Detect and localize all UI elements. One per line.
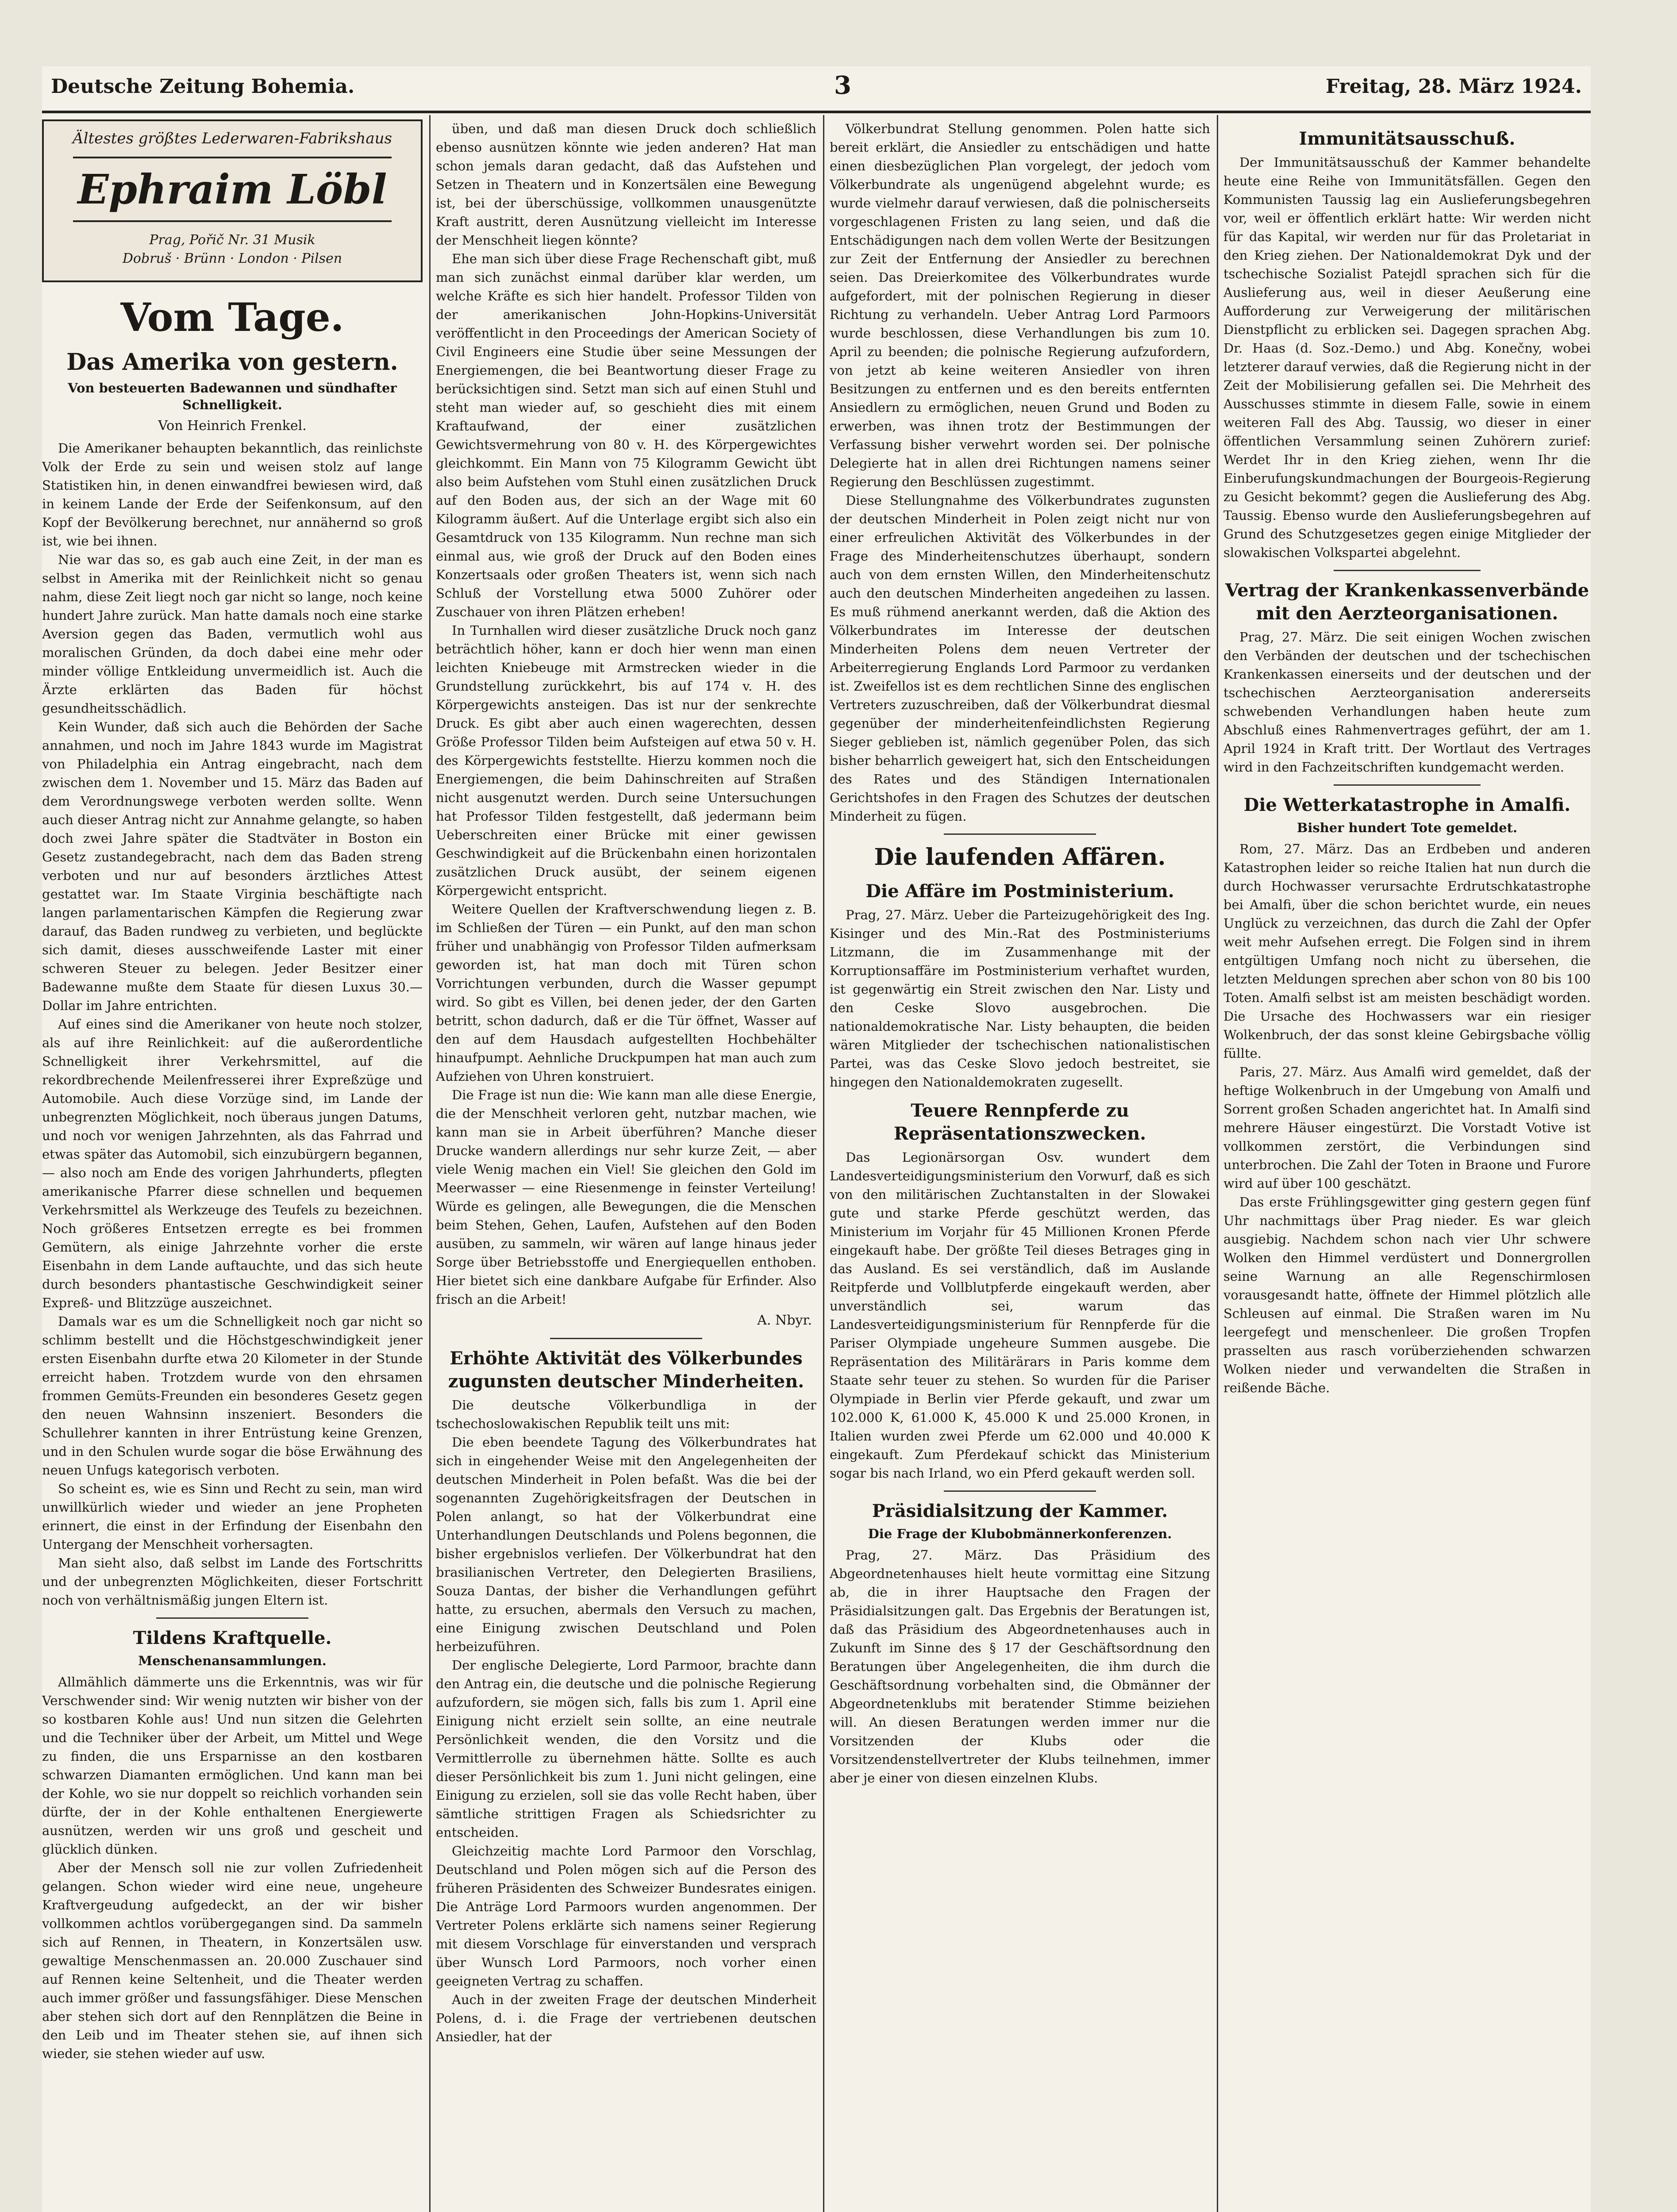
- separator: [1334, 570, 1481, 571]
- paragraph: Die deutsche Völkerbundliga in der tschechoslowakischen Republik teilt uns mit:: [436, 1398, 816, 1431]
- article-title: Vertrag der Krankenkassenverbände mit den Aerzteorganisationen.: [1225, 580, 1589, 624]
- paragraph: Diese Stellungnahme des Völkerbundrates zugunsten der deutschen Minderheit in Polen zeigt nicht nur von einer erfreulichen Aktivität des Völkerbundes in der Frage des Minderheitenschutzes überhaupt, sondern auch von dem ernsten Willen, den Minderheitenschutz auch den deutschen Minderheiten angedeihen zu lassen. Es muß rühmend anerkannt werden, daß die Aktion des Völkerbundrates im Interesse der deutschen Minderheiten Polens dem neuen Vertreter der Arbeiterregierung Englands Lord Parmoor zu verdanken ist. Zweifellos ist es dem rechtlichen Sinne des englischen Vertreters zuzuschreiben, daß der Völkerbundrat diesmal gegenüber der minderheitenfeindlichsten Regierung Sieger geblieben ist, nämlich gegenüber Polen, das sich bisher beharrlich geweigert hat, sich den Entscheidungen des Rates und des Ständigen Internationalen Gerichtshofes in den Fragen des Schutzes der deutschen Minderheit zu fügen.: [830, 493, 1210, 824]
- article-title: Erhöhte Aktivität des Völkerbundes zugunsten deutscher Minderheiten.: [448, 1348, 804, 1392]
- author-signature: A. Nbyr.: [757, 1313, 812, 1328]
- ad-locations: Dobruš · Brünn · London · Pilsen: [122, 251, 342, 266]
- newspaper-page: [42, 66, 1591, 2212]
- paragraph: In Turnhallen wird dieser zusätzliche Druck noch ganz beträchtlich höher, kann er doch hier wenn man einen leichten Kniebeuge mit Armstrecken wieder in die Grundstellung zurückkehrt, bis auf 174 v. H. des Körpergewichts ansteigen. Das ist nur der senkrechte Druck. Es gibt aber auch einen wagerechten, dessen Größe Professor Tilden beim Aufsteigen auf etwa 50 v. H. des Körpergewichts feststellte. Hierzu kommen noch die Energiemengen, die beim Dahinschreiten auf Straßen nicht ausgenutzt werden. Durch seine Untersuchungen hat Professor Tilden festgestellt, daß jedermann beim Ueberschreiten einer Brücke mit einer gewissen Geschwindigkeit auf die Brückenbahn einen horizontalen zusätzlichen Druck ausübt, der seinem eigenen Körpergewicht entspricht.: [436, 623, 816, 898]
- article-title: Das Amerika von gestern.: [66, 349, 398, 376]
- column-rule: [429, 115, 431, 2212]
- paper-name: Deutsche Zeitung Bohemia.: [51, 75, 355, 98]
- column-2: [436, 119, 816, 2212]
- article-title: Tildens Kraftquelle.: [133, 1628, 332, 1648]
- paragraph: Die eben beendete Tagung des Völkerbundrates hat sich in eingehender Weise mit den Angelegenheiten der deutschen Minderheit in Polen befaßt. Was die bei der sogenannten Zugehörigkeitsfragen der Deutschen in Polen anlangt, so hat der Völkerbundrat eine Unterhandlungen Deutschlands und Polens begonnen, die bisher ergebnislos verliefen. Der Völkerbundrat hat den brasilianischen Vertreter, den Delegierten Brasiliens, Souza Dantas, der bisher die Verhandlungen geführt hatte, zu ersuchen, abermals den Versuch zu machen, eine Einigung zwischen Deutschland und Polen herbeizuführen.: [436, 1435, 816, 1654]
- article-subtitle: Von besteuerten Badewannen und sündhafter Schnelligkeit.: [68, 380, 397, 412]
- paragraph: Paris, 27. März. Aus Amalfi wird gemeldet, daß der heftige Wolkenbruch in der Umgebung von Amalfi und Sorrent großen Schaden angerichtet hat. In Amalfi sind mehrere Häuser eingestürzt. Die Vorstadt Votive ist vollkommen zerstört, die Verbindungen sind unterbrochen. Die Zahl der Toten in Braone und Furore wird auf über 100 geschätzt.: [1223, 1064, 1591, 1191]
- paragraph: Damals war es um die Schnelligkeit noch gar nicht so schlimm bestellt und die Höchstgeschwindigkeit jener ersten Eisenbahn durfte etwa 20 Kilometer in der Stunde erreicht haben. Trotzdem wurde von den ehrsamen frommen Gemüts-Freunden ein besonderes Gesetz gegen den neuen Wahnsinn inszeniert. Besonders die Schullehrer kannten in ihrer Entrüstung keine Grenzen, und in den Schulen wurde sogar die böse Erwähnung des neuen Unfugs kategorisch verboten.: [42, 1314, 423, 1478]
- paragraph: Der englische Delegierte, Lord Parmoor, brachte dann den Antrag ein, die deutsche und die polnische Regierung aufzufordern, sie mögen sich, falls bis zum 1. April eine Einigung nicht erzielt sein sollte, an eine neutrale Persönlichkeit wenden, die den Vorsitz und die Vermittlerrolle zu übernehmen hätte. Sollte es auch dieser Persönlichkeit bis zum 1. Juni nicht gelingen, eine Einigung zu erzielen, soll sie das volle Recht haben, über sämtliche strittigen Fragen als Schiedsrichter zu entscheiden.: [436, 1658, 816, 1840]
- paragraph: Prag, 27. März. Die seit einigen Wochen zwischen den Verbänden der deutschen und der tschechischen Krankenkassen einerseits und der deutschen und der tschechischen Aerzteorganisation andererseits schwebenden Verhandlungen haben heute zum Abschluß eines Rahmenvertrages geführt, der am 1. April 1924 in Kraft tritt. Der Wortlaut des Vertrages wird in den Fachzeitschriften kundgemacht werden.: [1223, 630, 1591, 775]
- ad-address: Prag, Pořič Nr. 31 Musik: [149, 232, 315, 248]
- paragraph: So scheint es, wie es Sinn und Recht zu sein, man wird unwillkürlich wieder und wieder an jene Propheten erinnert, die einst in der Erfindung der Eisenbahn den Untergang der Menschheit vorhersagten.: [42, 1481, 423, 1552]
- paragraph: Ehe man sich über diese Frage Rechenschaft gibt, muß man sich zunächst einmal darüber klar werden, um welche Kräfte es sich hier handelt. Professor Tilden von der amerikanischen John-Hopkins-Universität veröffentlicht in den Proceedings der American Society of Civil Engineers eine Studie über seine Messungen der Energiemengen, die bei Beantwortung dieser Frage zu berücksichtigen sind. Setzt man sich auf einen Stuhl und steht man wieder auf, so geschieht dies mit einem Kraftaufwand, der einer zusätzlichen Gewichtsvermehrung von 80 v. H. des Körpergewichtes gleichkommt. Ein Mann von 75 Kilogramm Gewicht übt also beim Aufstehen vom Stuhl einen zusätzlichen Druck auf den Boden aus, der sich an der Wage mit 60 Kilogramm äußert. Auf die Unterlage ergibt sich also ein Gesamtdruck von 135 Kilogramm. Nun rechne man sich einmal aus, wie groß der Druck auf den Boden eines Konzertsaals oder großen Theaters ist, wenn sich nach Schluß der Vorstellung etwa 5000 Zuhörer oder Zuschauer von ihren Plätzen erheben!: [436, 251, 816, 619]
- article-title: Die Wetterkatastrophe in Amalfi.: [1243, 795, 1571, 815]
- paragraph: Das Legionärsorgan Osv. wundert dem Landesverteidigungsministerium den Vorwurf, daß es sich von den militärischen Zuchtanstalten in der Slowakei gute und starke Pferde geschützt werden, das Ministerium im Vorjahr für 45 Millionen Kronen Pferde eingekauft habe. Der größte Teil dieses Betrages ging in das Ausland. Es sei verständlich, daß im Auslande Reitpferde und Vollblutpferde eingekauft werden, aber unverständlich sei, warum das Landesverteidigungsministerium für Rennpferde für die Pariser Olympiade ungeheure Summen ausgebe. Die Repräsentation des Militärärars in Paris komme dem Staate sehr teuer zu stehen. So wurden für die Pariser Olympiade in Berlin vier Pferde gekauft, und zwar um 102.000 K, 61.000 K, 45.000 K und 25.000 Kronen, in Italien wurden zwei Pferde um 62.000 und 40.000 K eingekauft. Zum Pferdekauf schickt das Ministerium sogar bis nach Irland, wo ein Pferd gekauft werden soll.: [830, 1150, 1210, 1481]
- paragraph: Kein Wunder, daß sich auch die Behörden der Sache annahmen, und noch im Jahre 1843 wurde im Magistrat von Philadelphia ein Antrag eingebracht, nach dem zwischen dem 1. November und 15. März das Baden auf dem Verordnungswege verboten werden sollte. Wenn auch dieser Antrag nicht zur Annahme gelangte, so haben doch zwei Jahre später die Stadtväter in Boston ein Gesetz zustandegebracht, nach dem das Baden streng verboten und nur auf besonders ärztliches Attest gestattet war. Im Staate Virginia beschäftigte nach langen parlamentarischen Kämpfen die Regierung zwar darauf, das Baden rundweg zu verbieten, und beglückte sich damit, dieses ausschweifende Laster mit einer schweren Steuer zu belegen. Jeder Besitzer einer Badewanne mußte dem Staate für diesen Luxus 30.— Dollar im Jahre entrichten.: [42, 719, 423, 1013]
- paragraph: Allmählich dämmerte uns die Erkenntnis, was wir für Verschwender sind: Wir wenig nutzten wir bisher von der so kostbaren Kohle aus! Und nun sitzen die Gelehrten und die Techniker über der Arbeit, um Mittel und Wege zu finden, die uns Ersparnisse an den kostbaren schwarzen Diamanten ermöglichen. Und kann man bei der Kohle, wo sie nur doppelt so reichlich vorhanden sein dürfte, der in der Kohle enthaltenen Energiewerte ausnützen, werden wir uns groß und gescheit und glücklich dünken.: [42, 1674, 423, 1857]
- separator: [944, 833, 1096, 835]
- ad-tagline: Ältestes größtes Lederwaren-Fabrikshaus: [73, 130, 392, 147]
- paragraph: üben, und daß man diesen Druck doch schließlich ebenso ausnützen könnte wie jeden anderen? Hat man schon jemals daran gedacht, daß das Aufstehen und Setzen in Theatern und in Konzertsälen eine Bewegung ist, bei der überschüssige, vollkommen unausgenützte Kraft austritt, deren Ausnützung vielleicht im Interesse der Menschheit liegen könnte?: [436, 121, 816, 248]
- column-1: [42, 119, 423, 2212]
- ad-logo: Ephraim Löbl: [73, 157, 392, 222]
- paragraph: Völkerbundrat Stellung genommen. Polen hatte sich bereit erklärt, die Ansiedler zu entschädigen und hatte einen diesbezüglichen Plan vorgelegt, der jedoch vom Völkerbundrate als ungenügend abgelehnt wurde; es wurde vielmehr darauf verwiesen, daß die polnischerseits vorgeschlagenen Fristen zu lang seien, und daß die Entschädigungen nach dem vollen Werte der Besitzungen zur Zeit der Entfernung der Ansiedler zu berechnen seien. Das Dreierkomitee des Völkerbundrates wurde aufgefordert, mit der polnischen Regierung in dieser Richtung zu verhandeln. Ueber Antrag Lord Parmoors wurde beschlossen, diese Verhandlungen bis zum 10. April zu beenden; die polnische Regierung aufzufordern, von jetzt ab keine weiteren Ansiedler von ihren Besitzungen zu entfernen und es den bereits entfernten Ansiedlern zu ermöglichen, neuen Grund und Boden zu erwerben, was ihnen trotz der Bestimmungen der Verfassung bisher verwehrt worden sei. Der polnische Delegierte hat in allen drei Richtungen namens seiner Regierung den Beschlüssen zugestimmt.: [830, 121, 1210, 489]
- article-byline: Von Heinrich Frenkel.: [158, 418, 307, 434]
- paragraph: Man sieht also, daß selbst im Lande des Fortschritts und der unbegrenzten Möglichkeiten, dieser Fortschritt noch von verhältnismäßig jungen Eltern ist.: [42, 1555, 423, 1608]
- advertisement: [42, 119, 423, 282]
- paragraph: Prag, 27. März. Ueber die Parteizugehörigkeit des Ing. Kisinger und des Min.-Rat des Postministeriums Litzmann, die im Zusammenhange mit der Korruptionsaffäre im Postministerium verhaftet wurden, ist gegenwärtig ein Streit zwischen den Nar. Listy und den Ceske Slovo ausgebrochen. Die nationaldemokratische Nar. Listy behaupten, die beiden wären Mitglieder der tschechischen nationalistischen Partei, was das Ceske Slovo jedoch bestreitet, sie hingegen den Nationaldemokraten zugesellt.: [830, 907, 1210, 1090]
- article-subtitle: Die Affäre im Postministerium.: [865, 881, 1174, 902]
- paragraph: Prag, 27. März. Das Präsidium des Abgeordnetenhauses hielt heute vormittag eine Sitzung ab, die in ihrer Hauptsache den Fragen der Präsidialsitzungen galt. Das Ergebnis der Beratungen ist, daß das Präsidium des Abgeordnetenhauses auch in Zukunft im Sinne des § 17 der Geschäftsordnung den Beratungen über Angelegenheiten, die ihm durch die Geschäftsordnung vorbehalten sind, die Obmänner der Abgeordnetenklubs mit beratender Stimme beiziehen will. An diesen Beratungen werden immer nur die Vorsitzenden der Klubs oder die Vorsitzendenstellvertreter der Klubs teilnehmen, immer aber je einer von diesen einzelnen Klubs.: [830, 1548, 1210, 1786]
- article-title: Präsidialsitzung der Kammer.: [872, 1501, 1168, 1521]
- separator: [550, 1338, 702, 1339]
- paragraph: Gleichzeitig machte Lord Parmoor den Vorschlag, Deutschland und Polen mögen sich auf die Person des früheren Präsidenten des Schweizer Bundesrates einigen. Die Anträge Lord Parmoors wurden angenommen. Der Vertreter Polens erklärte sich namens seiner Regierung mit diesem Vorschlage für einverstanden und versprach über Wunsch Lord Parmoors, noch vorher einen geeigneten Vertrag zu schaffen.: [436, 1843, 816, 1989]
- article-title: Die laufenden Affären.: [874, 844, 1166, 871]
- column-rule: [823, 115, 824, 2212]
- article-title: Immunitätsausschuß.: [1299, 128, 1515, 149]
- article-title: Teuere Rennpferde zu Repräsentationszwecken.: [893, 1100, 1146, 1144]
- page-number: 3: [834, 71, 851, 100]
- article-subtitle: Menschenansammlungen.: [138, 1653, 327, 1668]
- separator: [156, 1617, 308, 1619]
- section-heading: Vom Tage.: [120, 294, 344, 340]
- paragraph: Nie war das so, es gab auch eine Zeit, in der man es selbst in Amerika mit der Reinlichkeit nicht so genau nahm, diese Zeit liegt noch gar nicht so lange, noch keine hundert Jahre zurück. Man hatte damals noch eine starke Aversion gegen das Baden, vermutlich wohl aus moralischen Gründen, da doch dabei eine mehr oder minder völlige Entkleidung unvermeidlich ist. Auch die Ärzte erklärten das Baden für höchst gesundheitsschädlich.: [42, 552, 423, 716]
- paragraph: Die Frage ist nun die: Wie kann man alle diese Energie, die der Menschheit verloren geht, nutzbar machen, wie kann man sie in Arbeit überführen? Manche dieser Drucke wandern allerdings nur sehr kurze Zeit, — aber viele Wenig machen ein Viel! Sie gleichen den Gold im Meerwasser — eine Riesenmenge in feinster Verteilung! Würde es gelingen, alle Bewegungen, die die Menschen beim Stehen, Gehen, Laufen, Aufstehen auf den Boden ausüben, zu sammeln, wir wären auf lange hinaus jeder Sorge über Betriebsstoffe und Energiequellen enthoben. Hier bietet sich eine dankbare Aufgabe für Erfinder. Also frisch an die Arbeit!: [436, 1087, 816, 1307]
- column-rule: [1217, 115, 1218, 2212]
- paragraph: Die Amerikaner behaupten bekanntlich, das reinlichste Volk der Erde zu sein und weisen stolz auf lange Statistiken hin, in denen einwandfrei bewiesen wird, daß in keinem Lande der Erde der Seifenkonsum, auf den Kopf der Bevölkerung berechnet, nur annähernd so groß ist, wie bei ihnen.: [42, 441, 423, 549]
- separator: [944, 1490, 1096, 1492]
- issue-date: Freitag, 28. März 1924.: [1326, 75, 1582, 98]
- paragraph: Weitere Quellen der Kraftverschwendung liegen z. B. im Schließen der Türen — ein Punkt, auf den man schon früher und unabhängig von Professor Tilden aufmerksam geworden ist, hat man doch mit Türen schon Vorrichtungen verbunden, durch die Wasser gepumpt wird. So gibt es Villen, bei denen jeder, der den Garten betritt, schon dadurch, daß er die Tür öffnet, Wasser auf den auf dem Hausdach aufgestellten Hochbehälter hinaufpumpt. Aehnliche Druckpumpen hat man auch zum Aufziehen von Uhren konstruiert.: [436, 902, 816, 1084]
- article-subtitle: Die Frage der Klubobmännerkonferenzen.: [868, 1526, 1172, 1541]
- paragraph: Aber der Mensch soll nie zur vollen Zufriedenheit gelangen. Schon wieder wird eine neue, ungeheure Kraftvergeudung aufgedeckt, an der wir bisher vollkommen achtlos vorübergegangen sind. Da sammeln sich auf Rennen, in Theatern, in Konzertsälen usw. gewaltige Menschenmassen an. 20.000 Zuschauer sind auf Rennen keine Seltenheit, und die Theater werden auch immer größer und fassungsfähiger. Diese Menschen aber stehen sich dort auf den Rennplätzen die Beine in den Leib und im Theater stehen sie, auf ihnen sich wieder, sie stehen wieder auf usw.: [42, 1860, 423, 2061]
- paragraph: Rom, 27. März. Das an Erdbeben und anderen Katastrophen leider so reiche Italien hat nun durch die durch Hochwasser verursachte Erdrutschkatastrophe bei Amalfi, über die schon berichtet wurde, ein neues Unglück zu verzeichnen, das durch die Zahl der Opfer weit mehr Aufsehen erregt. Die Folgen sind in ihrem entgültigen Umfang noch nicht zu übersehen, die letzten Meldungen sprechen aber schon von 80 bis 100 Toten. Amalfi selbst ist am meisten beschädigt worden. Die Ursache des Hochwassers war ein riesiger Wolkenbruch, der das sonst kleine Gebirgsbache völlig füllte.: [1223, 841, 1591, 1061]
- paragraph: Auch in der zweiten Frage der deutschen Minderheit Polens, d. i. die Frage der vertriebenen deutschen Ansiedler, hat der: [436, 1992, 816, 2044]
- article-subtitle: Bisher hundert Tote gemeldet.: [1296, 820, 1518, 835]
- paragraph: Das erste Frühlingsgewitter ging gestern gegen fünf Uhr nachmittags über Prag nieder. Es war gleich ausgiebig. Nachdem schon nach vier Uhr schwere Wolken den Himmel verdüstert und Donnergrollen seine Warnung an alle Regenschirmlosen vorausgesandt hatte, öffnete der Himmel plötzlich alle Schleusen auf einmal. Die Straßen waren im Nu leergefegt und menschenleer. Die großen Tropfen prasselten aus rasch vorüberziehenden schwarzen Wolken nieder und verwandelten die Straßen in reißende Bäche.: [1223, 1194, 1591, 1395]
- paragraph: Auf eines sind die Amerikaner von heute noch stolzer, als auf ihre Reinlichkeit: auf die außerordentliche Schnelligkeit ihrer Verkehrsmittel, auf die rekordbrechende Meilenfresserei ihrer Expreßzüge und Automobile. Auch diese Vorzüge sind, im Lande der unbegrenzten Möglichkeit, noch überaus jungen Datums, und noch vor wenigen Jahrzehnten, als das Fahrrad und etwas später das Automobil, sich einzubürgern begannen, — also noch am Ende des vorigen Jahrhunderts, pflegten amerikanische Pfarrer diese schnellen und bequemen Verkehrsmittel als Werkzeuge des Teufels zu bezeichnen. Noch größeres Entsetzen erregte es bei frommen Gemütern, als einige Jahrzehnte vorher die erste Eisenbahn in dem Lande auftauchte, und das sich heute durch besonders phantastische Geschwindigkeit seiner Expreß- und Blitzzüge auszeichnet.: [42, 1017, 423, 1310]
- separator: [1334, 784, 1481, 786]
- column-3: [830, 119, 1210, 2212]
- column-4: [1223, 119, 1591, 2212]
- masthead: [42, 66, 1591, 113]
- paragraph: Der Immunitätsausschuß der Kammer behandelte heute eine Reihe von Immunitätsfällen. Gegen den Kommunisten Taussig lag ein Auslieferungsbegehren vor, weil er öffentlich erklärt hatte: Wir werden nicht für das Kapital, wir werden nur für das Proletariat in den Krieg ziehen. Der Nationaldemokrat Dyk und der tschechische Sozialist Patejdl sprachen sich für die Auslieferung aus, weil in dieser Aeußerung eine Aufforderung zur Verweigerung der militärischen Dienstpflicht zu erblicken sei. Dagegen sprachen Abg. Dr. Haas (d. Soz.-Demo.) und Abg. Konečny, wobei letzterer darauf verwies, daß die Regierung nicht in der Zeit der Mobilisierung gefallen sei. Die Mehrheit des Ausschusses stimmte in diesem Falle, sowie in einem weiteren Fall des Abg. Taussig, wo dieser in einer öffentlichen Versammlung seinen Zuhörern zurief: Werdet Ihr in den Krieg ziehen, wenn Ihr die Einberufungskundmachungen der Bourgeois-Regierung zu Gesicht bekommt? gegen die Auslieferung des Abg. Taussig. Ebenso wurde den Auslieferungsbegehren auf Grund des Schutzgesetzes gegen einige Mitglieder der slowakischen Volkspartei abgelehnt.: [1223, 155, 1591, 560]
